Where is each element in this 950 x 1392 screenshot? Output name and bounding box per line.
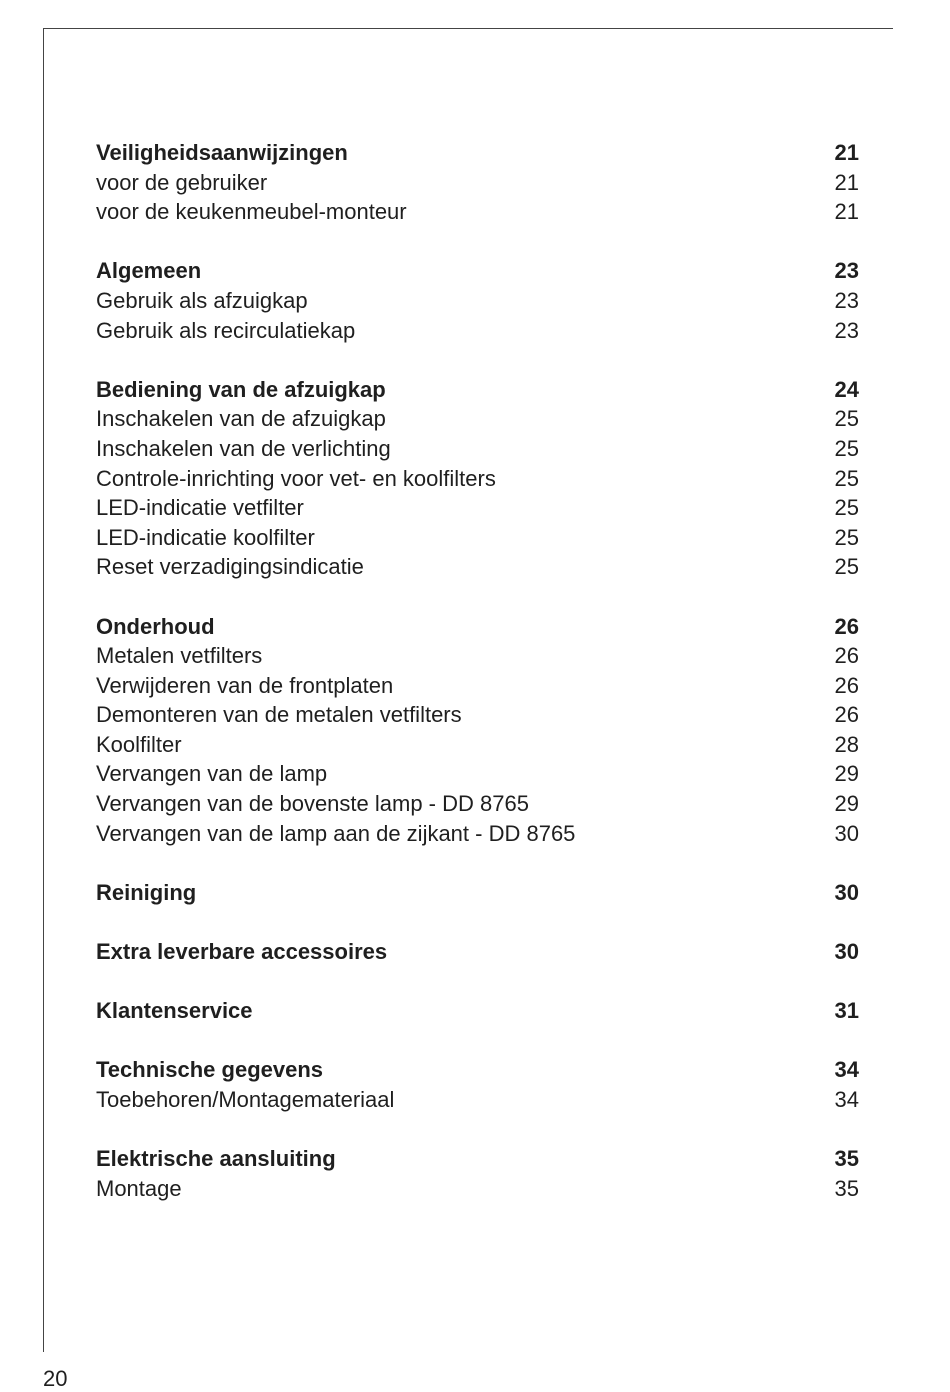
toc-entry bbox=[96, 730, 859, 760]
section-title: Onderhoud bbox=[96, 613, 215, 639]
entry-title: voor de keukenmeubel-monteur bbox=[96, 199, 407, 225]
entry-title: Verwijderen van de frontplaten bbox=[96, 672, 394, 698]
entry-title: Inschakelen van de verlichting bbox=[96, 435, 391, 461]
entry-title: Montage bbox=[96, 1175, 182, 1201]
toc-entry bbox=[96, 286, 859, 316]
entry-title: LED-indicatie koolfilter bbox=[96, 524, 315, 550]
toc-entry bbox=[96, 641, 859, 671]
page-border-top bbox=[43, 28, 893, 29]
section-title: Bediening van de afzuigkap bbox=[96, 376, 386, 402]
toc-section-heading bbox=[96, 996, 859, 1026]
entry-page-number: 35 bbox=[834, 1175, 859, 1201]
entry-page-number: 25 bbox=[834, 554, 859, 580]
entry-title: Koolfilter bbox=[96, 731, 182, 757]
toc-section-heading bbox=[96, 612, 859, 642]
toc-section bbox=[96, 996, 859, 1026]
section-page-number: 30 bbox=[834, 879, 859, 905]
toc-section bbox=[96, 1144, 859, 1203]
entry-title: Reset verzadigingsindicatie bbox=[96, 554, 364, 580]
toc-section bbox=[96, 937, 859, 967]
entry-page-number: 25 bbox=[834, 495, 859, 521]
section-page-number: 31 bbox=[834, 998, 859, 1024]
section-title: Klantenservice bbox=[96, 998, 253, 1024]
entry-page-number: 25 bbox=[834, 435, 859, 461]
entry-title: Gebruik als afzuigkap bbox=[96, 287, 308, 313]
toc-section bbox=[96, 612, 859, 849]
entry-page-number: 25 bbox=[834, 465, 859, 491]
toc-section bbox=[96, 375, 859, 582]
entry-title: Inschakelen van de afzuigkap bbox=[96, 406, 386, 432]
entry-title: Demonteren van de metalen vetfilters bbox=[96, 702, 462, 728]
section-page-number: 24 bbox=[834, 376, 859, 402]
toc-section-heading bbox=[96, 937, 859, 967]
toc-section bbox=[96, 138, 859, 227]
entry-page-number: 26 bbox=[834, 672, 859, 698]
toc-entry bbox=[96, 404, 859, 434]
entry-page-number: 34 bbox=[834, 1087, 859, 1112]
toc-section-heading bbox=[96, 138, 859, 168]
toc-entry bbox=[96, 1085, 859, 1115]
entry-page-number: 26 bbox=[834, 702, 859, 728]
entry-title: Gebruik als recirculatiekap bbox=[96, 317, 356, 343]
section-page-number: 35 bbox=[834, 1146, 859, 1172]
toc-section-heading bbox=[96, 878, 859, 908]
toc-section bbox=[96, 878, 859, 908]
toc-entry bbox=[96, 552, 859, 582]
entry-title: Vervangen van de lamp aan de zijkant - DD 8765 bbox=[96, 820, 576, 846]
section-title: Reiniging bbox=[96, 879, 197, 905]
toc-entry bbox=[96, 759, 859, 789]
section-page-number: 26 bbox=[834, 613, 859, 639]
page-number: 20 bbox=[43, 1366, 68, 1391]
entry-page-number: 26 bbox=[834, 643, 859, 669]
section-title: Algemeen bbox=[96, 258, 202, 284]
table-of-contents bbox=[96, 138, 859, 1233]
entry-page-number: 29 bbox=[834, 791, 859, 817]
section-title: Elektrische aansluiting bbox=[96, 1146, 336, 1172]
section-page-number: 23 bbox=[834, 258, 859, 284]
entry-title: Toebehoren/Montagemateriaal bbox=[96, 1087, 395, 1112]
section-page-number: 30 bbox=[834, 939, 859, 965]
toc-section-heading bbox=[96, 1144, 859, 1174]
entry-page-number: 30 bbox=[834, 820, 859, 846]
toc-entry bbox=[96, 316, 859, 346]
toc-section-heading bbox=[96, 1055, 859, 1085]
entry-title: Vervangen van de lamp bbox=[96, 761, 328, 787]
entry-page-number: 28 bbox=[834, 731, 859, 757]
toc-entry bbox=[96, 700, 859, 730]
toc-section-heading bbox=[96, 256, 859, 286]
section-page-number: 21 bbox=[834, 140, 859, 165]
toc-entry bbox=[96, 523, 859, 553]
toc-section bbox=[96, 1055, 859, 1114]
entry-page-number: 23 bbox=[834, 317, 859, 343]
section-title: Veiligheidsaanwijzingen bbox=[96, 140, 348, 165]
entry-page-number: 25 bbox=[834, 524, 859, 550]
entry-title: LED-indicatie vetfilter bbox=[96, 495, 304, 521]
entry-page-number: 21 bbox=[834, 199, 859, 225]
entry-title: Vervangen van de bovenste lamp - DD 8765 bbox=[96, 791, 529, 817]
toc-entry bbox=[96, 434, 859, 464]
entry-page-number: 23 bbox=[834, 287, 859, 313]
toc-entry bbox=[96, 464, 859, 494]
toc-entry bbox=[96, 789, 859, 819]
page-border-left bbox=[43, 28, 44, 1352]
entry-title: Metalen vetfilters bbox=[96, 643, 263, 669]
toc-entry bbox=[96, 168, 859, 198]
toc-entry bbox=[96, 493, 859, 523]
toc-section bbox=[96, 256, 859, 345]
entry-page-number: 21 bbox=[834, 169, 859, 195]
toc-entry bbox=[96, 819, 859, 849]
section-title: Extra leverbare accessoires bbox=[96, 939, 388, 965]
entry-page-number: 29 bbox=[834, 761, 859, 787]
entry-title: voor de gebruiker bbox=[96, 169, 268, 195]
toc-entry bbox=[96, 671, 859, 701]
entry-title: Controle-inrichting voor vet- en koolfilters bbox=[96, 465, 496, 491]
toc-entry bbox=[96, 1174, 859, 1204]
entry-page-number: 25 bbox=[834, 406, 859, 432]
section-title: Technische gegevens bbox=[96, 1057, 324, 1083]
toc-entry bbox=[96, 197, 859, 227]
section-page-number: 34 bbox=[834, 1057, 859, 1083]
toc-section-heading bbox=[96, 375, 859, 405]
